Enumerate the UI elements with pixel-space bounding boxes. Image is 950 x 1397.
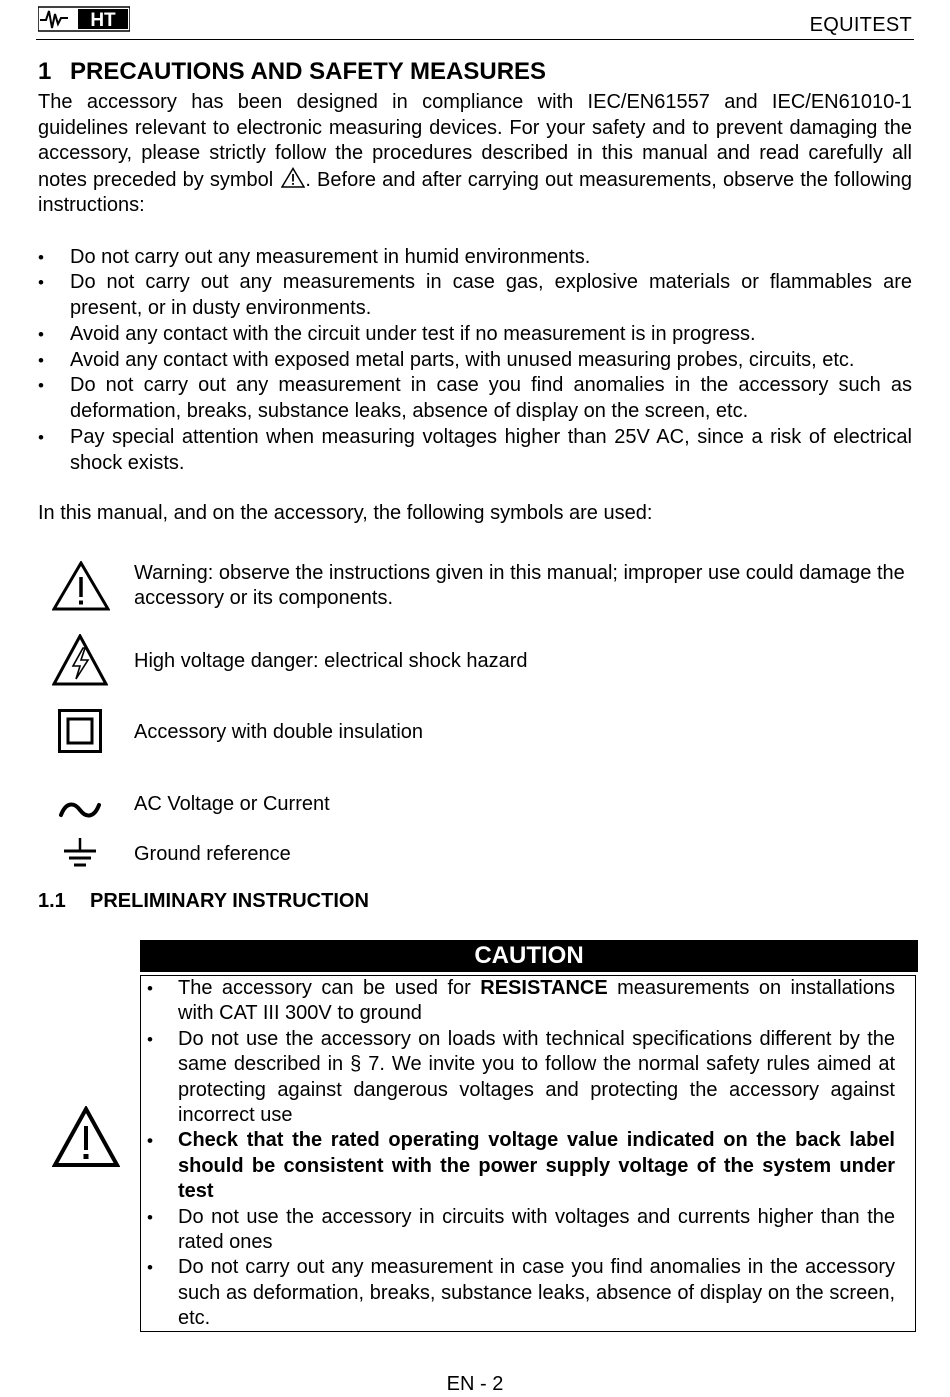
list-item: • Pay special attention when measuring voltages higher than 25V AC, since a risk of electrical shock exists.	[38, 425, 912, 477]
caution-text: measurements on installations with CAT III 300V to ground	[178, 977, 896, 1025]
double-insulation-icon	[58, 709, 102, 753]
symbol-description: Accessory with double insulation	[134, 721, 424, 743]
page-content	[38, 58, 912, 526]
list-item: • Avoid any contact with the circuit under test if no measurement is in progress.	[38, 322, 912, 348]
list-item: • Do not carry out any measurement in humid environments.	[38, 245, 912, 271]
section-title	[38, 58, 912, 86]
header-divider	[36, 39, 914, 40]
subsection-title-text: PRELIMINARY INSTRUCTION	[90, 890, 369, 912]
warning-triangle-icon	[281, 167, 305, 188]
list-item: • Do not carry out any measurement in case you find anomalies in the accessory such as deformation, breaks, substance leaks, absence of display on the screen, etc.	[147, 1255, 895, 1331]
ground-icon	[62, 837, 98, 871]
symbols-intro: In this manual, and on the accessory, the following symbols are used:	[38, 501, 653, 524]
logo-text: HT	[90, 10, 116, 31]
list-item: • Avoid any contact with exposed metal parts, with unused measuring probes, circuits, etc.	[38, 348, 912, 374]
symbol-row-double-insulation	[38, 709, 912, 745]
list-item: • Do not carry out any measurement in case you find anomalies in the accessory such as deformation, breaks, substance leaks, absence of display on the screen, etc.	[38, 373, 912, 425]
page-number: EN - 2	[446, 1373, 504, 1395]
caution-header: CAUTION	[140, 940, 918, 972]
section-number: 1	[38, 58, 52, 85]
safety-instructions-list	[38, 245, 912, 477]
symbol-description: AC Voltage or Current	[134, 793, 330, 815]
caution-text: The accessory can be used for	[178, 977, 471, 999]
high-voltage-icon	[52, 634, 108, 686]
symbol-description: High voltage danger: electrical shock hazard	[134, 650, 528, 672]
intro-text-2: . Before and after carrying out measurements, observe the following instructions:	[38, 168, 912, 216]
warning-triangle-icon	[52, 1106, 120, 1168]
symbol-description: Warning: observe the instructions given in this manual; improper use could damage the accessory or its components.	[134, 562, 905, 609]
caution-list	[147, 976, 895, 1332]
list-item: • Do not carry out any measurements in case gas, explosive materials or flammables are present, or in dusty environments.	[38, 270, 912, 322]
warning-triangle-icon	[52, 561, 110, 611]
list-item: • Check that the rated operating voltage value indicated on the back label should be consistent with the power supply voltage of the system under test	[147, 1128, 895, 1204]
symbol-row-high-voltage	[38, 634, 912, 674]
list-item: • Do not use the accessory in circuits with voltages and currents higher than the rated ones	[147, 1205, 895, 1256]
symbol-row-ac	[38, 792, 912, 817]
list-item: • Do not use the accessory on loads with technical specifications different by the same described in § 7. We invite you to follow the normal safety rules aimed at protecting against dangerous voltages and protecting the accessory against incorrect use	[147, 1027, 895, 1129]
intro-paragraph	[38, 90, 912, 219]
brand-name: EQUITEST	[809, 14, 912, 36]
caution-bold-text: RESISTANCE	[480, 977, 608, 999]
subsection-number: 1.1	[38, 890, 66, 912]
subsection-title	[38, 890, 369, 913]
section-title-text: PRECAUTIONS AND SAFETY MEASURES	[70, 58, 547, 85]
symbol-row-ground	[38, 840, 912, 867]
symbol-description: Ground reference	[134, 843, 291, 865]
ht-logo	[38, 6, 130, 32]
symbol-row-warning	[38, 561, 912, 611]
ac-tilde-icon	[58, 798, 102, 822]
list-item	[147, 976, 895, 1027]
intro-text-1: The accessory has been designed in compliance with IEC/EN61557 and IEC/EN61010-1 guidelines relevant to electronic measuring devices. For your safety and to prevent damaging the accessory, please strictly follow the procedures described in this manual and read carefully all notes preceded by symbol	[38, 91, 912, 191]
